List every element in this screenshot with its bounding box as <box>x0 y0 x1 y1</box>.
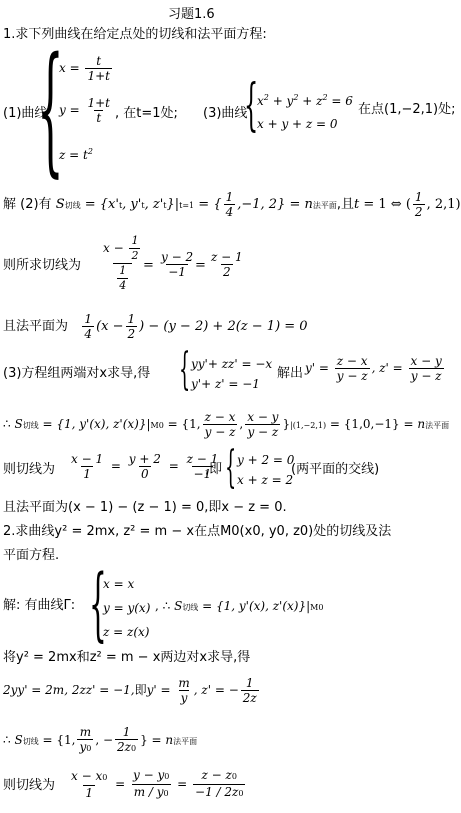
curve-3-brace: { <box>244 73 259 138</box>
problem-2-sol-eq-1: x = x <box>103 577 135 591</box>
problem-2-deriv-text: 将y² = 2mx和z² = m − x两边对x求导,得 <box>3 650 251 665</box>
problem-2-statement-line-1: 2.求曲线y² = 2mx, z² = m − x在点M0(x0, y0, z0)处的切线及法 <box>3 524 392 539</box>
solution-3-tangent-eq: $\frac{x - 1}{1}$ = $\frac{y + 2}{0}$ = $\frac{z - 1}{-1}$ <box>71 452 219 481</box>
solution-3-tangent-sys-1: y + 2 = 0 <box>237 453 295 467</box>
curve-1-eq-z: $z = t^2$ <box>59 147 93 162</box>
problem-1-statement: 1.求下列曲线在给定点处的切线和法平面方程: <box>3 27 267 42</box>
solution-2-tangent-frac-1: x − $\frac{1}{2}$ $\frac{1}{4}$ <box>103 234 139 292</box>
curve-1-eq-x: x = $\frac{t}{1+t}$ <box>59 54 110 83</box>
problem-2-sol-label: 解: 有曲线Γ: <box>3 598 76 613</box>
solution-3-tangent-sys-prefix: ,即 <box>205 462 223 477</box>
curve-1-brace: { <box>37 28 64 191</box>
solution-3-tangent-label: 则切线为 <box>3 462 56 477</box>
problem-2-sol-vector: , ∴ S切线 = {1, y'(x), z'(x)}|M0 <box>155 599 324 613</box>
solution-3-tangent-sys-2: x + z = 2 <box>237 473 294 487</box>
curve-1-eq-y: y = $\frac{1+t}{t}$ <box>59 96 110 125</box>
curve-3-eq-2: x + y + z = 0 <box>257 117 338 131</box>
solution-3-deriv-label: (3)方程组两端对x求导,得 <box>3 366 151 381</box>
page-title: 习题1.6 <box>168 7 215 22</box>
solution-2-tangent-label: 则所求切线为 <box>3 258 82 273</box>
solution-3-solve-eq: y' = $\frac{z - x}{y - z}$ , z' = $\frac{x - y}{y - z}$ <box>305 354 442 383</box>
solution-2-prefix: 解 (2)有 <box>3 197 52 212</box>
solution-2-normal: 且法平面为 $\frac{1}{4}$ (x − $\frac{1}{2}$ ) − (y − 2) + 2(z − 1) = 0 <box>3 312 308 341</box>
problem-2-tangent-label: 则切线为 <box>3 778 56 793</box>
solution-3-normal: 且法平面为(x − 1) − (z − 1) = 0,即x − z = 0. <box>3 500 287 515</box>
solution-2-tangent-frac-3: $\frac{z - 1}{2}$ <box>211 250 243 279</box>
solution-3-deriv-eq-1: yy'+ zz' = −x <box>191 357 273 371</box>
problem-2-tangent-eq: $\frac{x - x0}{1}$ = $\frac{y - y0}{m / y0}$ = $\frac{z - z0}{-1 / 2z0}$ <box>71 768 244 800</box>
curve-3-condition: 在点(1,−2,1)处; <box>358 102 456 117</box>
solution-3-deriv-eq-2: y'+ z' = −1 <box>191 377 260 391</box>
solution-3-solve-label: 解出 <box>277 366 304 381</box>
curve-3-eq-1: $x^2 + y^2 + z^2 = 6$ <box>257 93 353 108</box>
solution-2-normal-label: 且法平面为 <box>3 319 69 334</box>
solution-2-tangent-frac-2: $\frac{y - 2}{-1}$ <box>161 250 194 279</box>
problem-2-deriv-eq: 2yy' = 2m, 2zz' = −1,即y' = $\frac{m}{y}$ , z' = − $\frac{1}{2z}$ <box>3 676 257 705</box>
problem-2-sol-eq-3: z = z(x) <box>103 625 150 639</box>
solution-2-vector-line: 解 (2)有 S切线 = {x't, y't, z't}|t=1 = { $\frac{1}{4}$ ,−1, 2} = n法平面,且t = 1 ⇔ ( $\frac{1}{2}$ , 2,1) <box>3 190 461 219</box>
solution-3-tangent-note: (两平面的交线) <box>291 462 380 477</box>
solution-3-vector-line: ∴ S切线 = {1, y'(x), z'(x)}|M0 = {1, $\frac{z - x}{y - z}$ , $\frac{x - y}{y - z}$ }|(1,−2,1) = {1,0,−1} = n法平面 <box>3 410 450 439</box>
curve-3-label: (3)曲线 <box>203 106 248 121</box>
problem-2-sol-eq-2: y = y(x) <box>103 601 151 615</box>
curve-1-label: (1)曲线 <box>3 106 48 121</box>
curve-1-condition: , 在t=1处; <box>115 106 178 121</box>
problem-2-vec-line: ∴ S切线 = {1, $\frac{m}{y0}$ , − $\frac{1}{2z0}$ } = n法平面 <box>3 725 198 754</box>
problem-2-statement-line-2: 平面方程. <box>3 548 60 563</box>
